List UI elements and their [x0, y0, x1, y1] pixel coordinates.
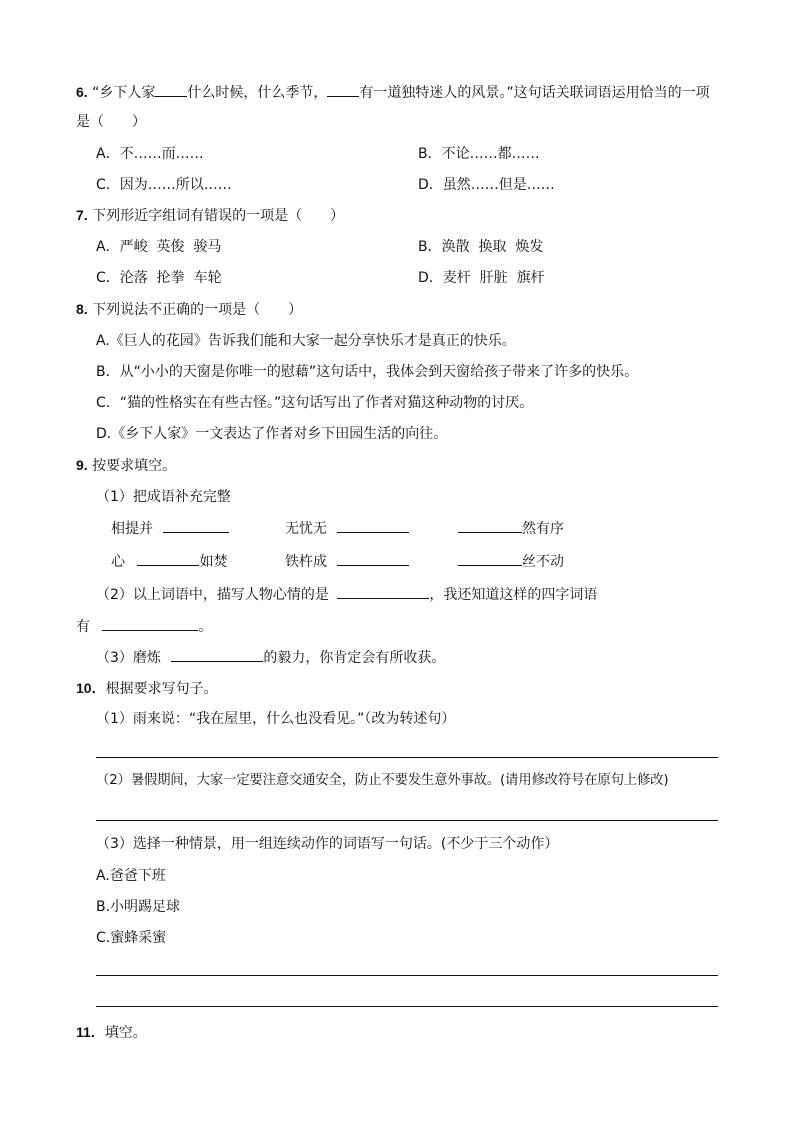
q6-stem-line2: 是（ ）	[76, 114, 146, 130]
q9-idiom-6-blank[interactable]	[458, 551, 522, 566]
q10-answer-line-4[interactable]	[96, 1006, 718, 1007]
q9-idiom-5-blank[interactable]	[337, 551, 409, 566]
q9-idiom-2-text: 无忧无	[285, 521, 327, 537]
q6-option-b: B．不论……都……	[418, 146, 540, 162]
q8-option-c: C．“猫的性格实在有些古怪。”这句话写出了作者对猫这种动物的讨厌。	[96, 395, 534, 411]
q10-stem	[76, 678, 218, 699]
q9-sub3-text-b: 的毅力，你肯定会有所收获。	[263, 650, 446, 666]
q9-idiom-3-text: 然有序	[522, 521, 564, 537]
q9-idiom-1-text: 相提并	[111, 521, 153, 537]
q6-option-c: C．因为……所以……	[96, 177, 232, 193]
q9-stem	[76, 455, 176, 476]
q9-idiom-3-blank[interactable]	[458, 518, 522, 533]
q9-idiom-4-text-b: 如焚	[199, 554, 228, 570]
q7-stem-text: 下列形近字组词有错误的一项是（ ）	[92, 208, 345, 224]
q6-part1: “乡下人家	[92, 85, 156, 101]
q10-answer-line-2[interactable]	[96, 820, 718, 821]
q6-option-d: D．虽然……但是……	[418, 177, 555, 193]
q9-idiom-4	[111, 551, 227, 572]
q11-stem	[76, 1022, 147, 1043]
q7-option-b: B．涣散 换取 焕发	[418, 239, 544, 255]
q11-number: 11．	[76, 1024, 105, 1040]
q6-part2: 什么时候，什么季节，	[187, 85, 328, 101]
q9-idiom-1-blank[interactable]	[163, 518, 229, 533]
q9-sub3	[96, 647, 445, 668]
q10-option-c: C.蜜蜂采蜜	[96, 930, 167, 946]
q8-stem	[76, 299, 302, 320]
q9-idiom-2-blank[interactable]	[337, 518, 409, 533]
q9-sub2-text-d: 。	[198, 619, 213, 635]
q6-number: 6.	[76, 84, 88, 100]
q9-idiom-6-text: 丝不动	[522, 554, 564, 570]
q9-idiom-5	[285, 551, 409, 572]
q11-stem-text: 填空。	[104, 1025, 147, 1041]
q8-stem-text: 下列说法不正确的一项是（ ）	[92, 302, 303, 318]
q10-number: 10．	[76, 680, 106, 696]
q7-number: 7.	[76, 207, 88, 223]
q9-sub2-text-a: （2）以上词语中，描写人物心情的是	[96, 587, 329, 603]
q6-stem	[76, 82, 710, 103]
q7-stem	[76, 205, 344, 226]
q8-option-b: B．从“小小的天窗是你唯一的慰藉”这句话中，我体会到天窗给孩子带来了许多的快乐。	[96, 364, 639, 380]
q9-sub2-text-c: 有	[76, 619, 90, 635]
q9-idiom-5-text: 铁杵成	[285, 554, 327, 570]
q9-idiom-1	[111, 518, 229, 539]
q8-number: 8.	[76, 301, 88, 317]
q10-answer-line-3[interactable]	[96, 975, 718, 976]
q10-sub1: （1）雨来说：“我在屋里，什么也没看见。”（改为转述句）	[96, 711, 456, 727]
q9-number: 9.	[76, 457, 88, 473]
q10-option-b: B.小明踢足球	[96, 899, 181, 915]
q6-blank-1[interactable]	[155, 82, 187, 97]
q9-sub2	[96, 584, 597, 605]
q9-sub2-blank-1[interactable]	[337, 584, 429, 599]
q9-idiom-2	[285, 518, 409, 539]
q9-idiom-4-text-a: 心	[111, 554, 125, 570]
q7-option-c: C．沦落 抡拳 车轮	[96, 270, 222, 286]
q10-answer-line-1[interactable]	[96, 757, 718, 758]
q9-sub1: （1）把成语补充完整	[96, 489, 231, 505]
q6-blank-2[interactable]	[327, 82, 359, 97]
q9-idiom-6	[458, 551, 564, 572]
q9-sub2-text-b: ，我还知道这样的四字词语	[429, 587, 598, 603]
q9-sub2-blank-2[interactable]	[102, 616, 198, 631]
q9-idiom-4-blank[interactable]	[137, 551, 199, 566]
q6-option-a: A．不……而……	[96, 146, 204, 162]
q9-sub3-blank[interactable]	[171, 647, 263, 662]
q7-option-d: D．麦杆 肝脏 旗杆	[418, 270, 545, 286]
q8-option-d: D.《乡下人家》一文表达了作者对乡下田园生活的向往。	[96, 426, 448, 442]
q10-sub2: （2）暑假期间，大家一定要注意交通安全，防止不要发生意外事故。(请用修改符号在原句上修改)	[96, 773, 669, 788]
q10-option-a: A.爸爸下班	[96, 868, 166, 884]
q9-idiom-3	[458, 518, 564, 539]
q9-stem-text: 按要求填空。	[92, 458, 177, 474]
q10-stem-text: 根据要求写句子。	[105, 681, 218, 697]
q8-option-a: A.《巨人的花园》告诉我们能和大家一起分享快乐才是真正的快乐。	[96, 333, 516, 349]
q7-option-a: A．严峻 英俊 骏马	[96, 239, 222, 255]
q10-sub3: （3）选择一种情景，用一组连续动作的词语写一句话。(不少于三个动作）	[96, 836, 559, 852]
q9-sub2-line2	[76, 616, 212, 637]
q9-sub3-text-a: （3）磨炼	[96, 650, 161, 666]
q6-part3: 有一道独特迷人的风景。”这句话关联词语运用恰当的一项	[359, 85, 710, 101]
